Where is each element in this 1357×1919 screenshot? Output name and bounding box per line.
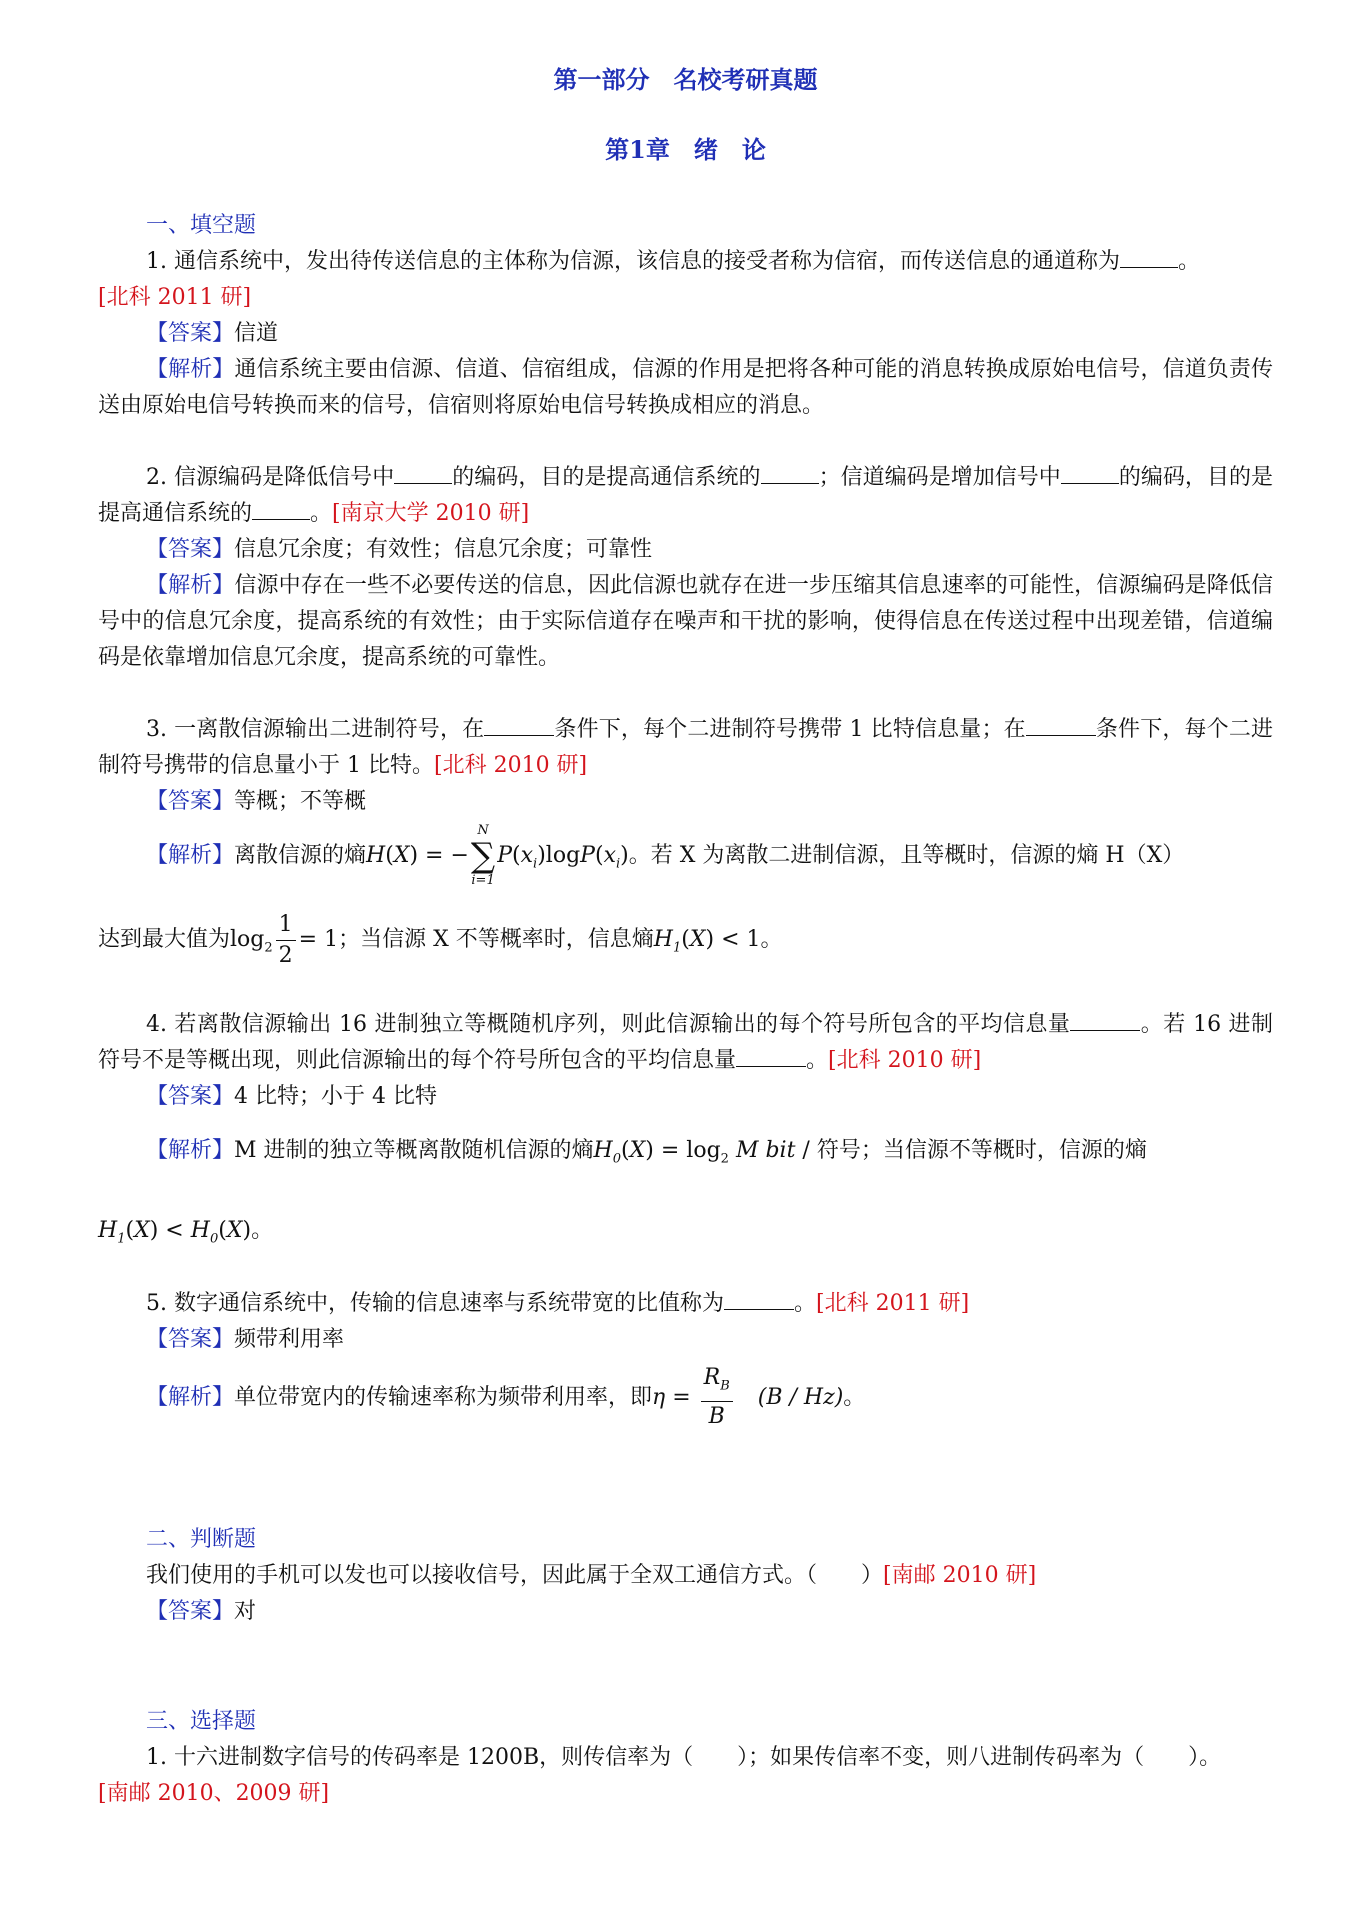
formula-part: $H_0$ [593,1137,622,1167]
answer-label: 【答案】 [146,537,235,562]
fraction [276,910,296,971]
fraction [701,1363,733,1432]
question-3-part: 条件下，每个二进制符号携带的信息量小于 1 比特。 [98,717,1273,778]
mc-question-1-source: [南邮 2010、2009 研] [98,1780,330,1806]
formula-part: ( [681,927,690,953]
formula-part: P [497,843,513,868]
mc-question-1-text [98,1740,1273,1812]
formula-part: $H_0$ [190,1218,219,1247]
sum-sign: ∑ [470,836,496,876]
question-2-part: ；信道编码是增加信号中 [818,465,1061,490]
chapter-title: 第1章 绪 论 [605,135,766,164]
answer-blank [1061,461,1119,484]
answer-label: 【答案】 [146,321,235,346]
sum-lower-limit: i=1 [471,873,495,888]
question-4-part: 。若 16 进制符号不是等概出现，则此信源输出的每个符号所包含的平均信息量 [98,1011,1273,1073]
formula-part: ( [594,843,604,868]
question-4-answer [98,1079,1273,1115]
section-heading-true-false: 二、判断题 [146,1526,257,1552]
fraction-numerator: 1 [276,910,296,941]
formula-part: P [580,843,595,868]
formula-part: ) [620,843,629,868]
answer-text: 信息冗余度；有效性；信息冗余度；可靠性 [234,537,653,562]
question-5-part: 。 [794,1290,817,1316]
formula-part: ( [512,843,521,868]
analysis-text: 符号；当信源不等概时，信源的熵 [816,1137,1147,1163]
question-3-text [98,712,1273,784]
answer-label: 【答案】 [146,789,235,814]
question-3-part: 3. 一离散信源输出二进制符号，在 [146,717,485,742]
question-3-source: [北科 2010 研] [434,753,588,778]
spacer [98,989,1273,1007]
formula-part: $x_i$ [603,843,621,872]
tf-question-1-answer [98,1594,1273,1630]
question-2-text [98,460,1273,532]
mc-question-1-body: 1. 十六进制数字信号的传码率是 1200B，则传信率为（ ）；如果传信率不变，则八进制传码率为（ ）。 [146,1744,1222,1770]
answer-blank [1026,713,1096,736]
answer-blank [724,1287,794,1310]
unit: (B / Hz) [757,1384,844,1410]
spacer [98,676,1273,712]
formula-part: ) = $\log_2$ [645,1137,729,1167]
formula-part: ) = − [409,843,469,868]
analysis-text: 。若 X 为离散二进制信源，且等概时，信源的熵 H（X） [628,843,1185,868]
formula-part: ( [385,843,394,868]
formula-part: X [134,1218,150,1244]
fraction-denominator: B [708,1404,725,1430]
question-1-end: 。 [1178,249,1201,274]
section-heading-fill-in: 一、填空题 [146,213,257,238]
question-1-source: [北科 2011 研] [98,285,252,310]
question-4-part: 4. 若离散信源输出 16 进制独立等概随机序列，则此信源输出的每个符号所包含的平均信息量 [146,1011,1071,1037]
question-3-analysis-cont [98,900,1273,988]
answer-text: 4 比特；小于 4 比特 [234,1083,437,1109]
question-4-source: [北科 2010 研] [828,1047,982,1073]
formula-part: )log [537,843,581,868]
question-1-analysis [98,352,1273,424]
formula-part: $H_1$ [653,927,682,956]
spacer [98,1276,1273,1286]
question-5-part: 5. 数字通信系统中，传输的信息速率与系统带宽的比值称为 [146,1290,724,1316]
analysis-text: M 进制的独立等概离散随机信源的熵 [234,1137,594,1163]
tf-question-1-source: [南邮 2010 研] [883,1562,1037,1588]
analysis-label: 【解析】 [146,573,235,598]
formula-part: X [689,927,706,953]
answer-blank [1070,1008,1140,1031]
answer-label: 【答案】 [146,1083,235,1109]
formula-part: ) < [149,1218,191,1244]
analysis-text: 离散信源的熵 [234,843,367,868]
tf-question-1-body: 我们使用的手机可以发也可以接收信号，因此属于全双工通信方式。（ ） [146,1562,884,1588]
spacer [98,1630,1273,1704]
analysis-text: 单位带宽内的传输速率称为频带利用率，即 [234,1384,653,1410]
part-title: 第一部分 名校考研真题 [553,65,818,94]
spacer [98,1438,1273,1522]
answer-blank [484,713,554,736]
formula-part: ) [242,1218,252,1244]
analysis-text: 。 [843,1384,866,1410]
analysis-text: 通信系统主要由信源、信道、信宿组成，信源的作用是把将各种可能的消息转换成原始电信号，信道负责传送由原始电信号转换而来的信号，信宿则将原始电信号转换成相应的消息。 [98,357,1273,418]
formula-part: X [226,1218,243,1244]
answer-blank [394,461,452,484]
question-2-source: [南京大学 2010 研] [332,501,530,526]
formula-part: ( [218,1218,227,1244]
answer-blank [761,461,819,484]
formula-part: M bit [735,1137,796,1163]
section-heading-multiple-choice: 三、选择题 [146,1708,257,1734]
formula-part: ) < 1 [705,927,761,953]
question-2-analysis [98,568,1273,676]
question-1-body: 1. 通信系统中，发出待传送信息的主体称为信源，该信息的接受者称为信宿，而传送信息的通道称为 [146,249,1120,274]
analysis-label: 【解析】 [146,843,235,868]
question-5-answer [98,1322,1273,1358]
answer-blank [252,497,310,520]
answer-text: 对 [234,1598,257,1624]
analysis-text: 。 [760,927,783,953]
analysis-label: 【解析】 [146,1384,235,1410]
question-2-part: 。 [310,501,333,526]
question-2-part: 的编码，目的是提高通信系统的 [452,465,761,490]
answer-text: 等概；不等概 [234,789,367,814]
formula-part: X [393,843,410,868]
fraction-denominator: 2 [278,942,293,968]
analysis-text: 信源中存在一些不必要传送的信息，因此信源也就存在进一步压缩其信息速率的可能性，信源编码是降低信号中的信息冗余度，提高系统的有效性；由于实际信道存在噪声和干扰的影响，使得信息在传送过程中出现差错，信道编码是依靠增加信息冗余度，提高系统的可靠性。 [98,573,1273,670]
analysis-text: 达到最大值为 [98,927,231,953]
answer-label: 【答案】 [146,1598,235,1624]
formula-part: ( [125,1218,135,1244]
spacer [98,424,1273,460]
question-2-part: 的编码，目的是提高通信系统的 [98,465,1273,526]
formula-part: η [652,1384,666,1410]
analysis-text: ；当信源 X 不等概率时，信息熵 [338,927,654,953]
entropy-formula: H [366,843,386,868]
sum-upper-limit: N [477,823,489,838]
question-3-analysis [98,820,1273,900]
question-1-answer [98,316,1273,352]
formula-part: X [629,1137,646,1163]
answer-blank [736,1044,806,1067]
answer-text: 信道 [234,321,279,346]
question-5-analysis [98,1358,1273,1438]
formula-part: = 1 [298,927,339,953]
question-4-analysis-cont [98,1195,1273,1275]
question-4-analysis [98,1115,1273,1195]
log-formula: $\log_2$ [230,927,273,956]
formula-part: ( [621,1137,630,1163]
question-5-source: [北科 2011 研] [816,1290,970,1316]
question-4-part: 。 [806,1047,829,1073]
formula-part: = [665,1384,698,1410]
analysis-text: 。 [251,1218,274,1244]
answer-label: 【答案】 [146,1326,235,1352]
question-2-part: 2. 信源编码是降低信号中 [146,465,395,490]
formula-part: $x_i$ [520,843,538,872]
fraction-numerator: $R_B$ [701,1363,733,1402]
formula-part: / [795,1137,817,1163]
question-5-text [98,1286,1273,1322]
question-2-answer [98,532,1273,568]
question-1-text [98,244,1273,316]
question-3-answer [98,784,1273,820]
analysis-label: 【解析】 [146,357,235,382]
formula-part: $H_1$ [98,1218,126,1247]
answer-blank [1120,245,1178,268]
analysis-label: 【解析】 [146,1137,235,1163]
question-4-text [98,1007,1273,1079]
tf-question-1-text [98,1558,1273,1594]
sum-operator [471,823,495,889]
question-3-part: 条件下，每个二进制符号携带 1 比特信息量；在 [554,717,1026,742]
answer-text: 频带利用率 [234,1326,345,1352]
